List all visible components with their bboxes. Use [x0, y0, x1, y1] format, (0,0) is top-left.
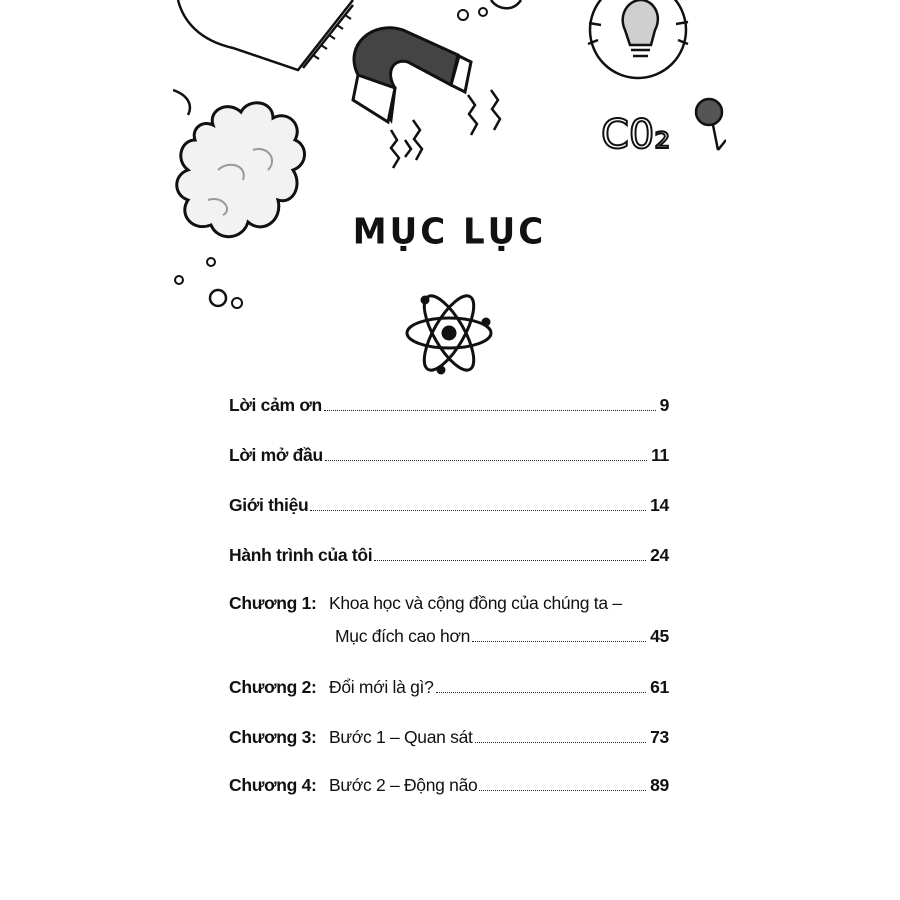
- dot-leader: [436, 691, 647, 693]
- chapter-prefix: Chương 1:: [229, 593, 317, 613]
- chapter-prefix: Chương 2:: [229, 677, 317, 697]
- dot-leader: [324, 409, 656, 411]
- chapter-title: Bước 1 – Quan sát: [329, 727, 473, 747]
- dot-leader: [374, 559, 646, 561]
- chapter-title: Bước 2 – Động não: [329, 775, 478, 795]
- science-doodles: [173, 0, 726, 380]
- toc-entry-page: 11: [651, 445, 669, 465]
- toc-chapter: [229, 727, 669, 748]
- ruler-icon: [178, 0, 353, 70]
- atom-icon: [407, 289, 491, 377]
- toc-entry-label: Giới thiệu: [229, 495, 309, 515]
- toc-entry: [229, 445, 669, 466]
- dot-leader: [325, 459, 647, 461]
- toc-entry-page: 14: [650, 495, 669, 515]
- chapter-page: 89: [650, 775, 669, 795]
- toc-chapter-continuation: [229, 626, 669, 647]
- chapter-title: Đổi mới là gì?: [329, 677, 434, 697]
- dot-leader: [475, 741, 647, 743]
- chapter-page: 45: [650, 626, 669, 646]
- chapter-title-line1: Khoa học và cộng đồng của chúng ta –: [329, 593, 622, 613]
- toc-chapter: [229, 775, 669, 796]
- toc-entry-page: 24: [650, 545, 669, 565]
- page-title: MỤC LỤC: [352, 211, 547, 253]
- dot-leader: [479, 789, 646, 791]
- toc-entry-label: Hành trình của tôi: [229, 545, 373, 565]
- toc-entry-page: 9: [659, 395, 669, 415]
- magnet-icon: [353, 28, 500, 168]
- toc-chapter: [229, 593, 669, 614]
- book-page: [173, 0, 726, 900]
- toc-entry: [229, 495, 669, 516]
- chapter-prefix: Chương 3:: [229, 727, 317, 747]
- dot-leader: [310, 509, 646, 511]
- toc-entry: [229, 395, 669, 416]
- chapter-page: 61: [650, 677, 669, 697]
- toc-entry: [229, 545, 669, 566]
- molecule-icon: [696, 99, 726, 150]
- toc-entry-label: Lời cảm ơn: [229, 395, 322, 415]
- formula-text: C0₂: [601, 112, 671, 158]
- smoke-cloud-icon: [173, 90, 305, 308]
- chapter-prefix: Chương 4:: [229, 775, 317, 795]
- chapter-title-line2: Mục đích cao hơn: [335, 626, 471, 646]
- chapter-page: 73: [650, 727, 669, 747]
- dot-leader: [472, 640, 646, 642]
- toc-entry-label: Lời mở đầu: [229, 445, 323, 465]
- lightbulb-icon: [588, 0, 688, 78]
- toc-chapter: [229, 677, 669, 698]
